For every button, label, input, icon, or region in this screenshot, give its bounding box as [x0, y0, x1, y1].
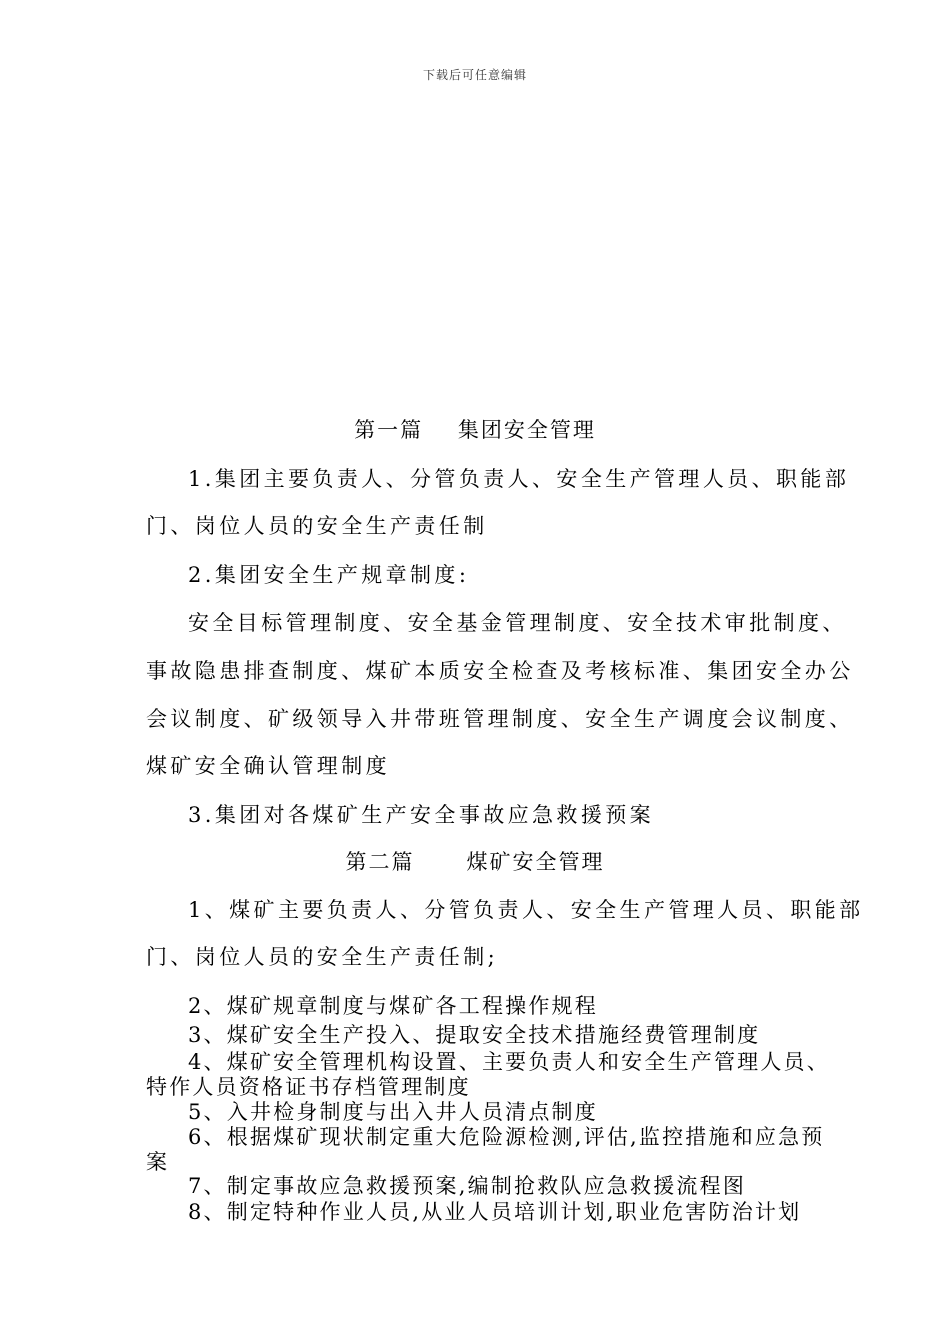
part2-item6-line1: 6、根据煤矿现状制定重大危险源检测,评估,监控措施和应急预 — [188, 1125, 825, 1149]
part1-item3: 3.集团对各煤矿生产安全事故应急救援预案 — [188, 803, 655, 827]
header-note: 下载后可任意编辑 — [422, 68, 527, 82]
part2-item1-line1: 1、煤矿主要负责人、分管负责人、安全生产管理人员、职能部 — [188, 898, 864, 922]
part2-item8: 8、制定特种作业人员,从业人员培训计划,职业危害防治计划 — [188, 1200, 802, 1224]
part2-item4-line1: 4、煤矿安全管理机构设置、主要负责人和安全生产管理人员、 — [188, 1050, 830, 1074]
part1-item2-body-line2: 事故隐患排查制度、煤矿本质安全检查及考核标准、集团安全办公 — [146, 659, 854, 683]
part1-item2: 2.集团安全生产规章制度: — [188, 563, 470, 587]
part2-item2: 2、煤矿规章制度与煤矿各工程操作规程 — [188, 994, 598, 1018]
part2-item4-line2: 特作人员资格证书存档管理制度 — [146, 1075, 471, 1099]
part2-item6-line2: 案 — [146, 1150, 170, 1174]
part1-item1-line2: 门、岗位人员的安全生产责任制 — [146, 514, 488, 538]
part2-item7: 7、制定事故应急救援预案,编制抢救队应急救援流程图 — [188, 1174, 747, 1198]
part1-item1-line1: 1.集团主要负责人、分管负责人、安全生产管理人员、职能部 — [188, 467, 850, 491]
part2-item1-line2: 门、岗位人员的安全生产责任制; — [146, 945, 499, 969]
part1-item2-body-line1: 安全目标管理制度、安全基金管理制度、安全技术审批制度、 — [188, 611, 847, 635]
part2-item3: 3、煤矿安全生产投入、提取安全技术措施经费管理制度 — [188, 1023, 761, 1047]
part1-title: 第一篇 集团安全管理 — [354, 418, 596, 442]
part1-item2-body-line3: 会议制度、矿级领导入井带班管理制度、安全生产调度会议制度、 — [146, 707, 854, 731]
part2-item5: 5、入井检身制度与出入井人员清点制度 — [188, 1100, 598, 1124]
part2-title: 第二篇 煤矿安全管理 — [345, 850, 605, 874]
part1-item2-body-line4: 煤矿安全确认管理制度 — [146, 754, 390, 778]
